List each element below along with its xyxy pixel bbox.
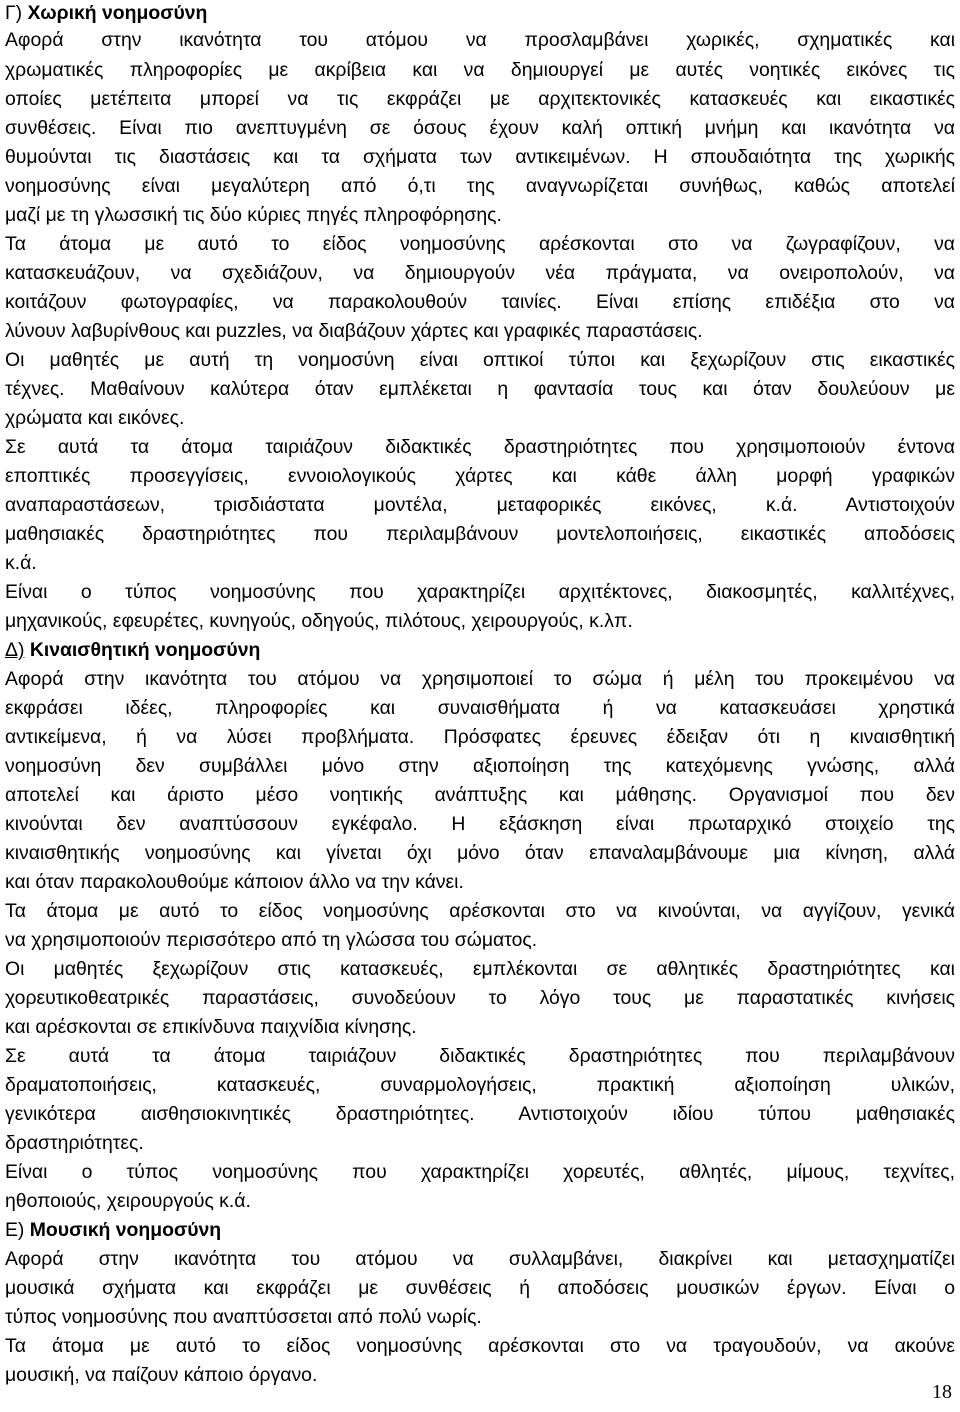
paragraph-line: Είναι ο τύπος νοημοσύνης που χαρακτηρίζει χορευτές, αθλητές, μίμους, τεχνίτες,	[5, 1161, 955, 1183]
paragraph-line: χρωματικές πληροφορίες με ακρίβεια και να δημιουργεί με αυτές νοητικές εικόνες τις	[5, 59, 955, 81]
paragraph-line: οποίες μετέπειτα μπορεί να τις εκφράζει με αρχιτεκτονικές κατασκευές και εικαστικές	[5, 88, 955, 110]
paragraph-line: συνθέσεις. Είναι πιο ανεπτυγμένη σε όσους έχουν καλή οπτική μνήμη και ικανότητα να	[5, 117, 955, 139]
paragraph-line: αντικείμενα, ή να λύσει προβλήματα. Πρόσφατες έρευνες έδειξαν ότι η κιναισθητική	[5, 726, 955, 748]
paragraph-line: λύνουν λαβυρίνθους και puzzles, να διαβάζουν χάρτες και γραφικές παραστάσεις.	[5, 320, 703, 342]
paragraph-line: Τα άτομα με αυτό το είδος νοημοσύνης αρέσκονται στο να κινούνται, να αγγίζουν, γενικά	[5, 900, 955, 922]
paragraph-line: Είναι ο τύπος νοημοσύνης που χαρακτηρίζει αρχιτέκτονες, διακοσμητές, καλλιτέχνες,	[5, 581, 955, 603]
paragraph-line: δραστηριότητες.	[5, 1132, 144, 1154]
paragraph-line: τύπος νοημοσύνης που αναπτύσσεται από πολύ νωρίς.	[5, 1306, 482, 1328]
heading-title: Μουσική νοημοσύνη	[29, 1219, 222, 1241]
paragraph-line: Σε αυτά τα άτομα ταιριάζουν διδακτικές δραστηριότητες που χρησιμοποιούν έντονα	[5, 436, 955, 458]
page-number: 18	[932, 1381, 952, 1403]
heading-prefix: Δ)	[5, 639, 25, 661]
paragraph-line: Οι μαθητές ξεχωρίζουν στις κατασκευές, εμπλέκονται σε αθλητικές δραστηριότητες και	[5, 958, 955, 980]
paragraph-line: μουσική, να παίζουν κάποιο όργανο.	[5, 1364, 318, 1386]
paragraph-line: κιναισθητικής νοημοσύνης και γίνεται όχι μόνο όταν επαναλαμβάνουμε μια κίνηση, αλλά	[5, 842, 955, 864]
paragraph-line: γενικότερα αισθησιοκινητικές δραστηριότητες. Αντιστοιχούν ιδίου τύπου μαθησιακές	[5, 1103, 955, 1125]
section-heading-kinesthetic	[5, 637, 260, 663]
paragraph-line: και αρέσκονται σε επικίνδυνα παιχνίδια κίνησης.	[5, 1016, 417, 1038]
heading-title: Κιναισθητική νοημοσύνη	[29, 639, 261, 661]
paragraph-line: αποτελεί και άριστο μέσο νοητικής ανάπτυξης και μάθησης. Οργανισμοί που δεν	[5, 784, 955, 806]
paragraph-line: μουσικά σχήματα και εκφράζει με συνθέσεις ή αποδόσεις μουσικών έργων. Είναι ο	[5, 1277, 955, 1299]
paragraph-line: Αφορά στην ικανότητα του ατόμου να συλλαμβάνει, διακρίνει και μετασχηματίζει	[5, 1248, 955, 1270]
heading-title: Χωρική νοημοσύνη	[27, 2, 208, 24]
paragraph-line: να χρησιμοποιούν περισσότερο από τη γλώσσα του σώματος.	[5, 929, 538, 951]
paragraph-line: Αφορά στην ικανότητα του ατόμου να προσλαμβάνει χωρικές, σχηματικές και	[5, 29, 955, 51]
paragraph-line: Αφορά στην ικανότητα του ατόμου να χρησιμοποιεί το σώμα ή μέλη του προκειμένου να	[5, 668, 955, 690]
paragraph-line: δραματοποιήσεις, κατασκευές, συναρμολογήσεις, πρακτική αξιοποίηση υλικών,	[5, 1074, 955, 1096]
paragraph-line: κινούνται δεν αναπτύσσουν εγκέφαλο. Η εξάσκηση είναι πρωταρχικό στοιχείο της	[5, 813, 955, 835]
paragraph-line: μηχανικούς, εφευρέτες, κυνηγούς, οδηγούς, πιλότους, χειρουργούς, κ.λπ.	[5, 610, 633, 632]
paragraph-line: τέχνες. Μαθαίνουν καλύτερα όταν εμπλέκεται η φαντασία τους και όταν δουλεύουν με	[5, 378, 955, 400]
paragraph-line: εποπτικές προσεγγίσεις, εννοιολογικούς χάρτες και κάθε άλλη μορφή γραφικών	[5, 465, 955, 487]
paragraph-line: νοημοσύνης είναι μεγαλύτερη από ό,τι της αναγνωρίζεται συνήθως, καθώς αποτελεί	[5, 175, 955, 197]
paragraph-line: μαθησιακές δραστηριότητες που περιλαμβάνουν μοντελοποιήσεις, εικαστικές αποδόσεις	[5, 523, 955, 545]
paragraph-line: θυμούνται τις διαστάσεις και τα σχήματα των αντικειμένων. Η σπουδαιότητα της χωρικής	[5, 146, 955, 168]
paragraph-line: Οι μαθητές με αυτή τη νοημοσύνη είναι οπτικοί τύποι και ξεχωρίζουν στις εικαστικές	[5, 349, 955, 371]
section-heading-spatial	[5, 0, 207, 26]
heading-prefix: Ε)	[5, 1219, 25, 1241]
paragraph-line: Τα άτομα με αυτό το είδος νοημοσύνης αρέσκονται στο να τραγουδούν, να ακούνε	[5, 1335, 955, 1357]
paragraph-line: ηθοποιούς, χειρουργούς κ.ά.	[5, 1190, 251, 1212]
paragraph-line: αναπαραστάσεων, τρισδιάστατα μοντέλα, μεταφορικές εικόνες, κ.ά. Αντιστοιχούν	[5, 494, 955, 516]
paragraph-line: κοιτάζουν φωτογραφίες, να παρακολουθούν ταινίες. Είναι επίσης επιδέξια στο να	[5, 291, 955, 313]
paragraph-line: χορευτικοθεατρικές παραστάσεις, συνοδεύουν το λόγο τους με παραστατικές κινήσεις	[5, 987, 955, 1009]
section-heading-musical	[5, 1217, 221, 1243]
paragraph-line: κ.ά.	[5, 552, 37, 574]
paragraph-line: και όταν παρακολουθούμε κάποιον άλλο να την κάνει.	[5, 871, 464, 893]
paragraph-line: μαζί με τη γλωσσική τις δύο κύριες πηγές πληροφόρησης.	[5, 204, 502, 226]
paragraph-line: νοημοσύνη δεν συμβάλλει μόνο στην αξιοποίηση της κατεχόμενης γνώσης, αλλά	[5, 755, 955, 777]
heading-prefix: Γ)	[5, 2, 23, 24]
paragraph-line: κατασκευάζουν, να σχεδιάζουν, να δημιουργούν νέα πράγματα, να ονειροπολούν, να	[5, 262, 955, 284]
paragraph-line: χρώματα και εικόνες.	[5, 407, 185, 429]
paragraph-line: εκφράσει ιδέες, πληροφορίες και συναισθήματα ή να κατασκευάσει χρηστικά	[5, 697, 955, 719]
paragraph-line: Σε αυτά τα άτομα ταιριάζουν διδακτικές δραστηριότητες που περιλαμβάνουν	[5, 1045, 955, 1067]
paragraph-line: Τα άτομα με αυτό το είδος νοημοσύνης αρέσκονται στο να ζωγραφίζουν, να	[5, 233, 955, 255]
